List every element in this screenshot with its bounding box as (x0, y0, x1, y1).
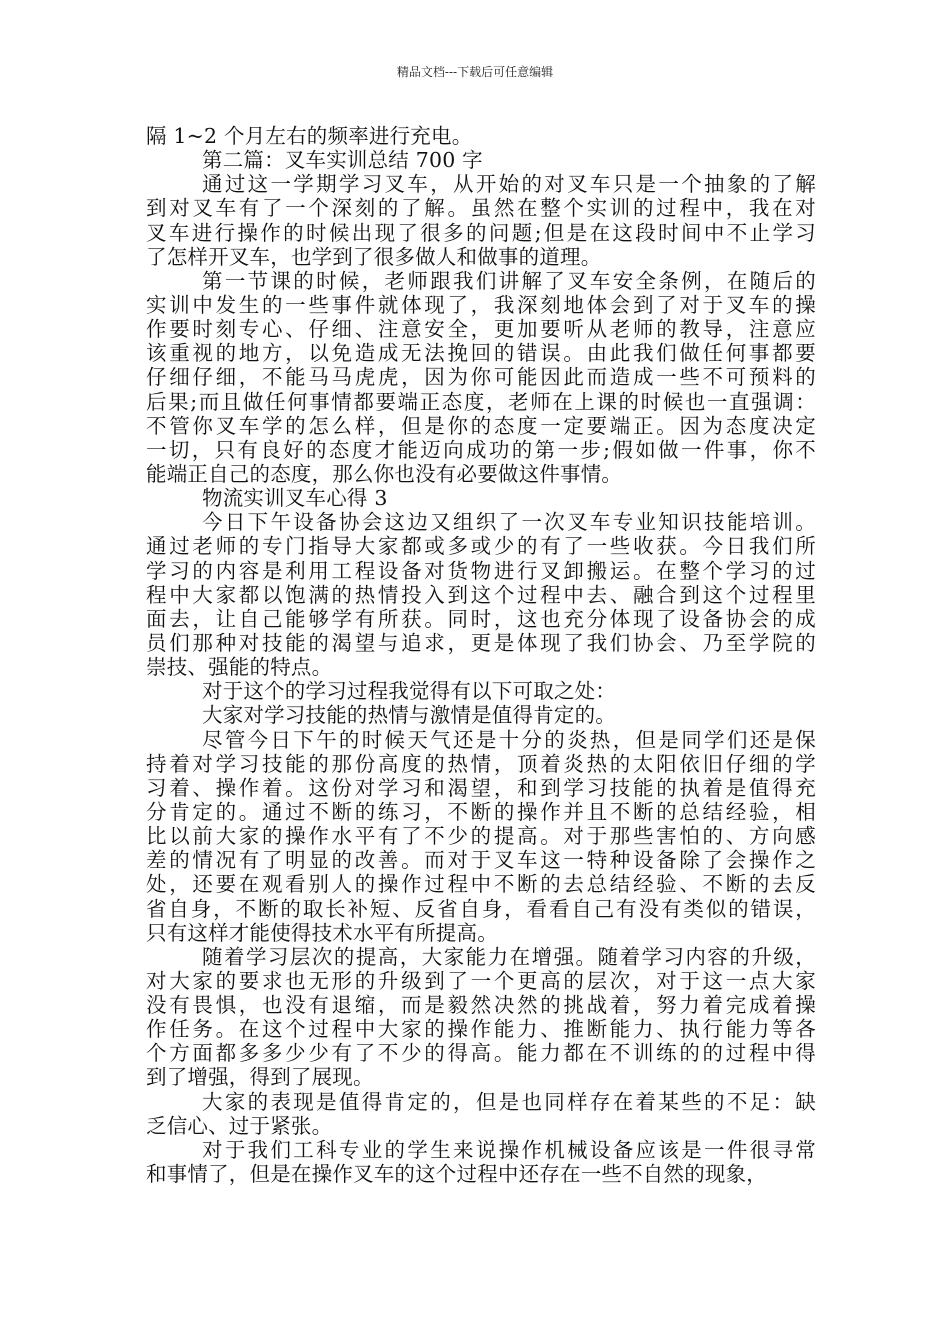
paragraph (146, 1090, 816, 1138)
text-line: 大家的表现是值得肯定的，但是也同样存在着某些的不足：缺 (202, 1089, 816, 1114)
text-line: 持着对学习技能的那份高度的热情，顶着炎热的太阳依旧仔细的学 (146, 751, 816, 776)
text-line: 尽管今日下午的时候天气还是十分的炎热，但是同学们还是保 (202, 727, 816, 752)
text-line: 大家对学习技能的热情与激情是值得肯定的。 (202, 703, 616, 728)
text-line: 实训中发生的一些事件就体现了，我深刻地体会到了对于叉车的操 (146, 292, 816, 317)
text-line: 仔细仔细，不能马马虎虎，因为你可能因此而造成一些不可预料的 (146, 365, 816, 390)
section-heading (146, 148, 816, 172)
text-line: 省自身，不断的取长补短、反省自身，看看自己有没有类似的错误， (146, 896, 816, 921)
paragraph (146, 124, 816, 148)
text-line: 作要时刻专心、仔细、注意安全，更加要听从老师的教导，注意应 (146, 317, 816, 342)
text-line: 能端正自己的态度，那么你也没有必要做这件事情。 (146, 461, 623, 486)
text-line: 对于我们工科专业的学生来说操作机械设备应该是一件很寻常 (202, 1137, 816, 1162)
text-line: 处，还要在观看别人的操作过程中不断的去总结经验、不断的去反 (146, 872, 816, 897)
text-line: 该重视的地方，以免造成无法挽回的错误。由此我们做任何事都要 (146, 341, 816, 366)
text-line: 崇技、强能的特点。 (146, 655, 333, 680)
text-line: 叉车进行操作的时候出现了很多的问题;但是在这段时间中不止学习 (146, 220, 816, 245)
text-line: 通过老师的专门指导大家都或多或少的有了一些收获。今日我们所 (146, 534, 816, 559)
text-line: 到了增强，得到了展现。 (146, 1065, 374, 1090)
paragraph (146, 510, 816, 679)
text-line: 第二篇：叉车实训总结 700 字 (202, 148, 483, 173)
text-line: 到对叉车有了一个深刻的了解。虽然在整个实训的过程中，我在对 (146, 196, 816, 221)
text-line: 分肯定的。通过不断的练习，不断的操作并且不断的总结经验，相 (146, 799, 816, 824)
text-line: 和事情了，但是在操作叉车的这个过程中还存在一些不自然的现象， (146, 1162, 767, 1187)
text-line: 了怎样开叉车，也学到了很多做人和做事的道理。 (146, 244, 602, 269)
text-line: 只有这样才能使得技术水平有所提高。 (146, 920, 498, 945)
text-line: 对于这个的学习过程我觉得有以下可取之处： (202, 679, 616, 704)
paragraph (146, 172, 816, 269)
paragraph (146, 728, 816, 945)
text-line: 第一节课的时候，老师跟我们讲解了叉车安全条例，在随后的 (202, 268, 816, 293)
text-line: 学习的内容是利用工程设备对货物进行叉卸搬运。在整个学习的过 (146, 558, 816, 583)
page-header: 精品文档---下载后可任意编辑 (396, 65, 554, 79)
text-line: 今日下午设备协会这边又组织了一次叉车专业知识技能培训。 (202, 510, 816, 535)
paragraph (146, 679, 816, 703)
paragraph (146, 269, 816, 486)
text-line: 习着、操作着。这份对学习和渴望，和到学习技能的执着是值得充 (146, 775, 816, 800)
document-body (146, 124, 816, 1186)
text-line: 后果;而且做任何事情都要端正态度，老师在上课的时候也一直强调： (146, 389, 816, 414)
paragraph (146, 703, 816, 727)
text-line: 随着学习层次的提高，大家能力在增强。随着学习内容的升级， (202, 944, 816, 969)
paragraph (146, 1138, 816, 1186)
text-line: 物流实训叉车心得 3 (202, 486, 388, 511)
text-line: 比以前大家的操作水平有了不少的提高。对于那些害怕的、方向感 (146, 824, 816, 849)
text-line: 没有畏惧，也没有退缩，而是毅然决然的挑战着，努力着完成着操 (146, 993, 816, 1018)
text-line: 面去，让自己能够学有所获。同时，这也充分体现了设备协会的成 (146, 606, 816, 631)
text-line: 个方面都多多少少有了不少的得高。能力都在不训练的的过程中得 (146, 1041, 816, 1066)
text-line: 对大家的要求也无形的升级到了一个更高的层次，对于这一点大家 (146, 968, 816, 993)
text-line: 乏信心、过于紧张。 (146, 1113, 333, 1138)
paragraph (146, 945, 816, 1090)
text-line: 不管你叉车学的怎么样，但是你的态度一定要端正。因为态度决定 (146, 413, 816, 438)
text-line: 程中大家都以饱满的热情投入到这个过程中去、融合到这个过程里 (146, 582, 816, 607)
text-line: 通过这一学期学习叉车，从开始的对叉车只是一个抽象的了解 (202, 172, 816, 197)
text-line: 隔 1~2 个月左右的频率进行充电。 (146, 124, 473, 148)
text-line: 差的情况有了明显的改善。而对于叉车这一特种设备除了会操作之 (146, 848, 816, 873)
text-line: 员们那种对技能的渴望与追求，更是体现了我们协会、乃至学院的 (146, 630, 816, 655)
text-line: 作任务。在这个过程中大家的操作能力、推断能力、执行能力等各 (146, 1017, 816, 1042)
text-line: 一切，只有良好的态度才能迈向成功的第一步;假如做一件事，你不 (146, 437, 816, 462)
section-heading (146, 486, 816, 510)
